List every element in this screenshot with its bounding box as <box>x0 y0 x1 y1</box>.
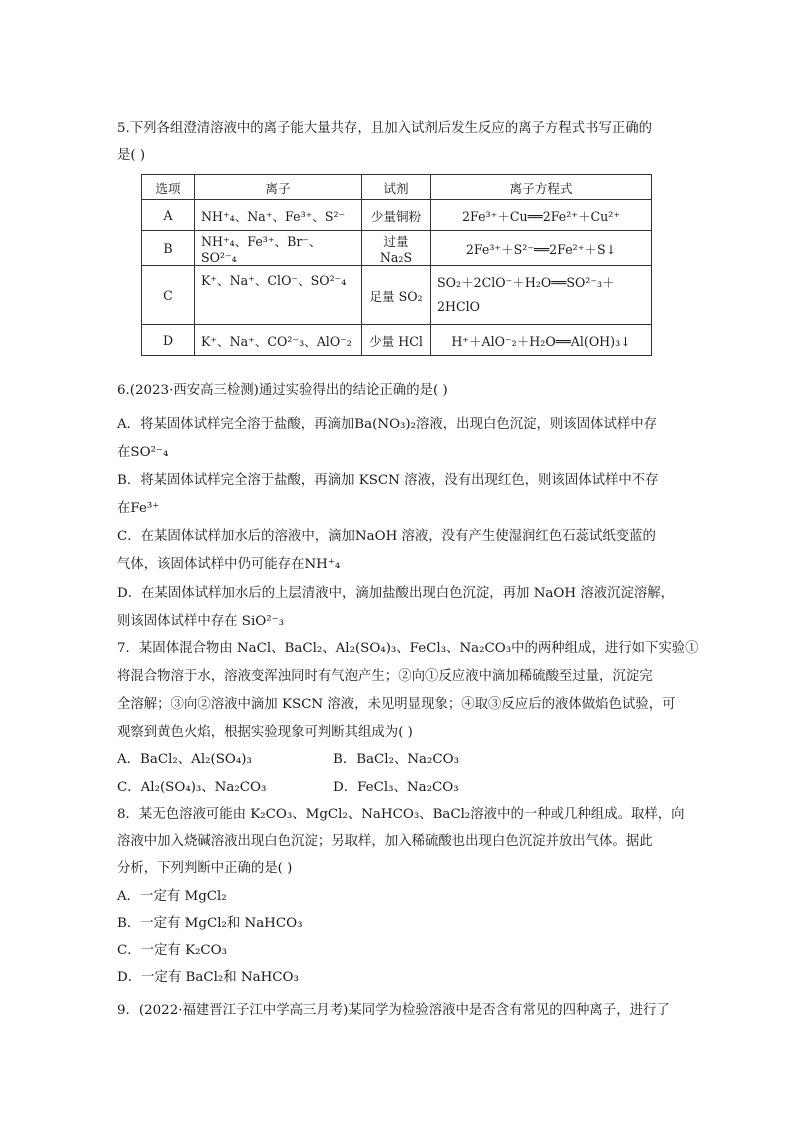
table-row <box>142 200 652 231</box>
q7-stem-line1: 7．某固体混合物由 NaCl、BaCl₂、Al₂(SO₄)₃、FeCl₃、Na₂CO₃中的两种组成，进行如下实验① <box>117 641 699 656</box>
q6-option-d-line1: D．在某固体试样加水后的上层清液中，滴加盐酸出现白色沉淀，再加 NaOH 溶液沉淀溶解， <box>117 586 675 601</box>
q6-option-d-line2: 则该固体试样中存在 SiO²⁻₃ <box>117 614 285 629</box>
q9-stem-line1: 9．(2022·福建晋江子江中学高三月考)某同学为检验溶液中是否含有常见的四种离子，进行了 <box>117 1003 670 1018</box>
q8-stem-line1: 8．某无色溶液可能由 K₂CO₃、MgCl₂、NaHCO₃、BaCl₂溶液中的一种或几种组成。取样，向 <box>117 807 685 822</box>
row-ions: NH⁺₄、Na⁺、Fe³⁺、S²⁻ <box>195 200 362 231</box>
table-header-row <box>142 175 652 200</box>
q6-option-c-line2: 气体，该固体试样中仍可能存在NH⁺₄ <box>117 557 341 572</box>
q7-option-c: C．Al₂(SO₄)₃、Na₂CO₃ <box>117 780 267 795</box>
row-option: B <box>142 231 195 266</box>
row-option: A <box>142 200 195 231</box>
q5-table <box>141 174 652 356</box>
row-equation: 2Fe³⁺＋Cu══2Fe²⁺＋Cu²⁺ <box>431 200 652 231</box>
q7-stem-line2: 将混合物溶于水，溶液变浑浊同时有气泡产生；②向①反应液中滴加稀硫酸至过量，沉淀完 <box>117 669 653 684</box>
row-option: D <box>142 325 195 356</box>
q5-stem-line1: 5.下列各组澄清溶液中的离子能大量共存，且加入试剂后发生反应的离子方程式书写正确的 <box>117 121 653 136</box>
row-reagent: 少量 HCl <box>362 325 431 356</box>
row-equation-line2: 2HClO <box>437 299 480 314</box>
q6-stem: 6.(2023·西安高三检测)通过实验得出的结论正确的是( ) <box>117 383 448 398</box>
row-reagent: 过量 Na₂S <box>362 231 431 266</box>
q8-option-b: B．一定有 MgCl₂和 NaHCO₃ <box>117 916 303 931</box>
q6-option-b-line1: B．将某固体试样完全溶于盐酸，再滴加 KSCN 溶液，没有出现红色，则该固体试样中不存 <box>117 473 659 488</box>
row-equation: H⁺＋AlO⁻₂＋H₂O══Al(OH)₃↓ <box>431 325 652 356</box>
row-reagent: 少量铜粉 <box>362 200 431 231</box>
row-ions: K⁺、Na⁺、ClO⁻、SO²⁻₄ <box>195 266 362 325</box>
header-reagent: 试剂 <box>362 175 431 200</box>
row-ions: NH⁺₄、Fe³⁺、Br⁻、SO²⁻₄ <box>195 231 362 266</box>
q7-option-b: B．BaCl₂、Na₂CO₃ <box>333 752 460 767</box>
q8-stem-line3: 分析，下列判断中正确的是( ) <box>117 861 293 876</box>
q7-option-d: D．FeCl₃、Na₂CO₃ <box>333 780 459 795</box>
row-reagent: 足量 SO₂ <box>362 266 431 325</box>
table-row <box>142 231 652 266</box>
row-equation: 2Fe³⁺＋S²⁻══2Fe²⁺＋S↓ <box>431 231 652 266</box>
q7-stem-line4: 观察到黄色火焰，根据实验现象可判断其组成为( ) <box>117 725 413 740</box>
q7-stem-line3: 全溶解；③向②溶液中滴加 KSCN 溶液，未见明显现象；④取③反应后的液体做焰色试验，可 <box>117 697 676 712</box>
q8-option-c: C．一定有 K₂CO₃ <box>117 943 228 958</box>
header-option: 选项 <box>142 175 195 200</box>
row-equation <box>431 266 652 325</box>
header-equation: 离子方程式 <box>431 175 652 200</box>
table-row <box>142 325 652 356</box>
header-ions: 离子 <box>195 175 362 200</box>
q8-stem-line2: 溶液中加入烧碱溶液出现白色沉淀；另取样，加入稀硫酸也出现白色沉淀并放出气体。据此 <box>117 834 653 849</box>
q5-stem-line2: 是( ) <box>117 148 146 163</box>
row-ions: K⁺、Na⁺、CO²⁻₃、AlO⁻₂ <box>195 325 362 356</box>
q6-option-a-line1: A．将某固体试样完全溶于盐酸，再滴加Ba(NO₃)₂溶液，出现白色沉淀，则该固体试样中存 <box>117 417 658 432</box>
q6-option-b-line2: 在Fe³⁺ <box>117 501 160 516</box>
q7-option-a: A．BaCl₂、Al₂(SO₄)₃ <box>117 752 252 767</box>
row-equation-line1: SO₂＋2ClO⁻＋H₂O══SO²⁻₃＋ <box>437 275 615 290</box>
q6-option-a-line2: 在SO²⁻₄ <box>117 445 169 460</box>
q8-option-d: D．一定有 BaCl₂和 NaHCO₃ <box>117 970 299 985</box>
row-option: C <box>142 266 195 325</box>
table-row <box>142 266 652 325</box>
q6-option-c-line1: C．在某固体试样加水后的溶液中，滴加NaOH 溶液，没有产生使湿润红色石蕊试纸变蓝的 <box>117 529 656 544</box>
q8-option-a: A．一定有 MgCl₂ <box>117 889 227 904</box>
